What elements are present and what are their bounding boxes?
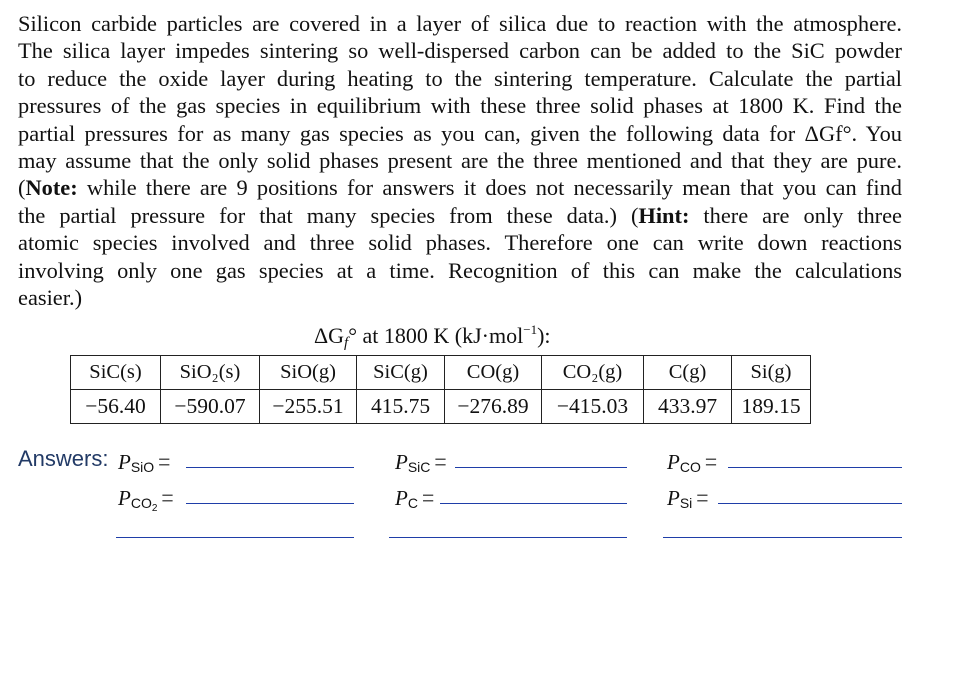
header-cell: SiO(g) (260, 356, 357, 390)
problem-line: involving only one gas species at a time. Recognition of this can make the calculations (18, 257, 902, 283)
value-cell: 415.75 (357, 390, 445, 424)
answer-blank-psi[interactable] (718, 503, 902, 504)
header-cell: SiC(g) (357, 356, 445, 390)
header-cell: Si(g) (732, 356, 811, 390)
problem-line: pressures of the gas species in equilibrium with these three solid phases at 1800 K. Find the (18, 93, 902, 119)
problem-line: to reduce the oxide layer during heating to the sintering temperature. Calculate the partial (18, 65, 902, 91)
answer-blank-psic[interactable] (455, 467, 627, 468)
answer-blank-pco2[interactable] (186, 503, 354, 504)
problem-line: easier.) (18, 285, 83, 311)
header-cell: CO(g) (445, 356, 542, 390)
value-cell: −255.51 (260, 390, 357, 424)
value-cell: −56.40 (71, 390, 161, 424)
answer-blank-pco[interactable] (728, 467, 902, 468)
problem-line: atomic species involved and three solid phases. Therefore one can write down reactions (18, 230, 902, 256)
answer-label-psi: PSi = (667, 486, 709, 511)
answer-label-pc: PC = (395, 486, 435, 511)
answer-blank-pc[interactable] (440, 503, 627, 504)
answer-blank-extra-3[interactable] (663, 537, 902, 538)
problem-statement (18, 10, 902, 311)
table-row (71, 390, 811, 424)
value-cell: −415.03 (542, 390, 644, 424)
value-cell: −276.89 (445, 390, 542, 424)
problem-line: The silica layer impedes sintering so well-dispersed carbon can be added to the SiC powder (18, 38, 902, 64)
problem-line: Silicon carbide particles are covered in a layer of silica due to reaction with the atmosphere. (18, 11, 902, 36)
note-label: Note: (25, 175, 78, 201)
header-cell: SiO₂(s) (161, 356, 260, 390)
answer-blank-psio[interactable] (186, 467, 354, 468)
hint-label: Hint: (638, 202, 690, 228)
table-caption: ΔGf° at 1800 K (kJ·mol$^{-1}$): (314, 322, 551, 351)
answers-label: Answers: (18, 446, 109, 471)
gibbs-energy-table (70, 355, 811, 424)
answer-label-pco2: $PCO_2$ = (118, 486, 174, 514)
value-cell: 189.15 (732, 390, 811, 424)
answer-label-pco: PCO = (667, 450, 718, 475)
answer-label-psic: PSiC = (395, 450, 447, 475)
header-cell: SiC(s) (71, 356, 161, 390)
header-cell: CO₂(g) (542, 356, 644, 390)
answer-label-psio: PSiO = (118, 450, 171, 475)
value-cell: −590.07 (161, 390, 260, 424)
header-cell: C(g) (644, 356, 732, 390)
table-header-row (71, 356, 811, 390)
problem-line: partial pressures for as many gas species as you can, given the following data for ΔGf°. You (18, 120, 902, 146)
answer-blank-extra-1[interactable] (116, 537, 354, 538)
answer-blank-extra-2[interactable] (389, 537, 627, 538)
problem-line-hint: the partial pressure for that many species from these data.) (Hint: there are only three (18, 202, 902, 228)
problem-line-note: (Note: while there are 9 positions for answers it does not necessarily mean that you can find (18, 175, 902, 201)
value-cell: 433.97 (644, 390, 732, 424)
problem-line: may assume that the only solid phases present are the three mentioned and that they are pure. (18, 148, 902, 174)
